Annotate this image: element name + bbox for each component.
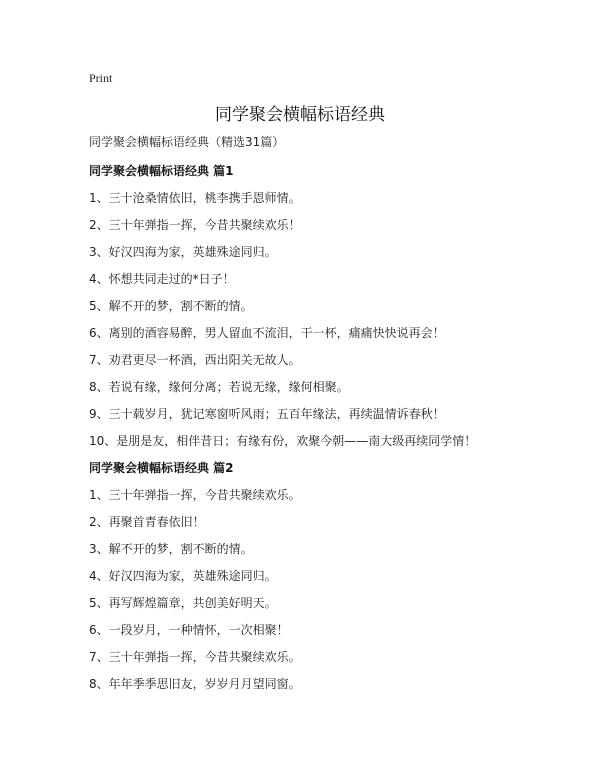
print-label: Print	[89, 71, 113, 85]
list-item: 5、再写辉煌篇章，共创美好明天。	[89, 596, 277, 610]
list-item: 6、一段岁月，一种情怀，一次相聚！	[89, 623, 289, 637]
list-item: 1、三十年弹指一挥，今昔共聚续欢乐。	[89, 488, 301, 502]
list-item: 7、劝君更尽一杯酒，西出阳关无故人。	[89, 353, 301, 367]
document-body	[89, 162, 569, 702]
list-item: 9、三十载岁月，犹记寒窗听风雨；五百年缘法，再续温情诉春秋！	[89, 407, 445, 421]
document-title: 同学聚会横幅标语经典	[215, 105, 385, 125]
document-subtitle: 同学聚会横幅标语经典（精选31篇）	[89, 135, 285, 149]
list-item: 10、是朋是友，相伴昔日；有缘有份，欢聚今朝——南大级再续同学情！	[89, 434, 477, 448]
list-item: 1、三十沧桑情依旧，桃李携手恩师情。	[89, 191, 301, 205]
list-item: 3、好汉四海为家，英雄殊途同归。	[89, 245, 277, 259]
list-item: 2、三十年弹指一挥，今昔共聚续欢乐！	[89, 218, 301, 232]
list-item: 6、离别的酒容易醉，男人留血不流泪，干一杯，痛痛快快说再会！	[89, 326, 445, 340]
section-heading: 同学聚会横幅标语经典 篇2	[89, 461, 234, 475]
list-item: 2、再聚首青春依旧！	[89, 515, 205, 529]
list-item: 8、若说有缘，缘何分离；若说无缘，缘何相聚。	[89, 380, 349, 394]
list-item: 5、解不开的梦，割不断的情。	[89, 299, 253, 313]
list-item: 4、好汉四海为家，英雄殊途同归。	[89, 569, 277, 583]
section-heading: 同学聚会横幅标语经典 篇1	[89, 164, 234, 178]
list-item: 4、怀想共同走过的*日子！	[89, 272, 235, 286]
list-item: 3、解不开的梦，割不断的情。	[89, 542, 253, 556]
list-item: 7、三十年弹指一挥，今昔共聚续欢乐。	[89, 650, 301, 664]
list-item: 8、年年季季思旧友，岁岁月月望同窗。	[89, 677, 301, 691]
